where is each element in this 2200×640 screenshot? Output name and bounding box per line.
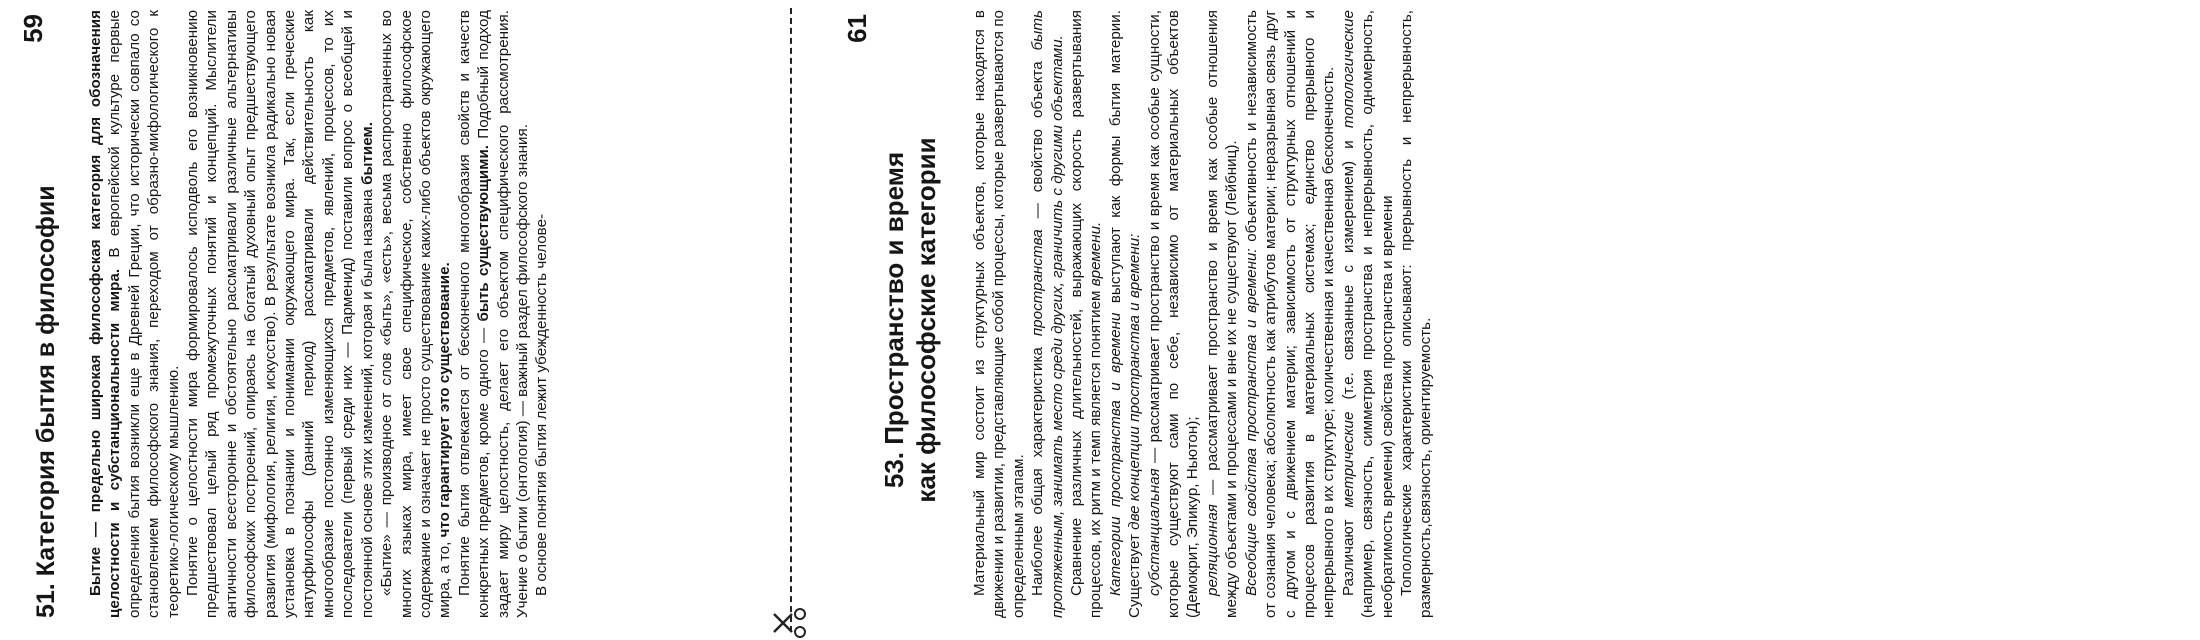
- definition-bold: Бытие — предельно широкая философская категория для обозначения целостности и субстанциональности мира.: [87, 10, 124, 618]
- paragraph: В основе понятия бытия лежит убежденность челове-: [533, 213, 551, 596]
- paragraph: Бытие — предельно широкая философская категория для обозначения целостности и субстанциональности мира. В европейской культуре первые определения бытия возникли еще в Древней Греции, что исторически совпало со становлением философского знания, переходом от образно-мифологического к теоретико-логическому мышлению.: [87, 10, 182, 618]
- page-59: [0, 0, 760, 640]
- page-61: [820, 0, 2200, 640]
- paragraph: Понятие бытия отвлекается от бесконечного многообразия свойств и качеств конкретных предметов, кроме одного — быть существующими. Подобный подход задает миру целостность, делает его объектом специфического рассмотрения. Учение о бытии (онтология) — важный раздел философского знания.: [455, 10, 531, 618]
- paragraph: Различают метрические (т.е. связанные с измерением) и топологические (например, связность, симметрия пространства и непрерывность, одномерность, необратимость времени) свойства пространства и времени: [1339, 10, 1396, 618]
- paragraph: Наиболее общая характеристика пространства — свойство объекта быть протяженным, занимать место среди других, граничить с другими объектами.: [1029, 10, 1066, 618]
- paragraph: Топологические характеристики описывают: прерывность и непрерывность, размерность,связность, ориентируемость.: [1397, 10, 1435, 618]
- paragraph: Понятие о целостности мира формировалось исподволь его возникновению предшествовал целый ряд промежуточных понятий и концепций. Мыслители античности всесторонне и обстоятельно рассматривали различные альтернативы философских построений, опираясь на богатый духовный опыт предшествующего развития (мифология, религия, искусство). В результате возникла радикально новая установка в познании и понимании окружающего мира. Так, если греческие натурфилософы (ранний период) рассматривали действительность как многообразие постоянно изменяющихся предметов, явлений, процессов, то их последователи (первый среди них — Парменид) поставили вопрос о всеобщей и постоянной основе этих изменений, которая и была названа бытием.: [184, 10, 376, 618]
- section-body: [970, 10, 1436, 618]
- paragraph: Всеобщие свойства пространства и времени: объективность и независимость от сознания человека; абсолютность как атрибутов материи; неразрывная связь друг с другом и с движением материи; зависимость от структурных отношений и процессов развития в материальных системах; единство прерывного и непрерывного в их структуре; количественная и качественная бесконечность.: [1242, 10, 1338, 618]
- page-number: 61: [842, 14, 872, 43]
- paragraph: Категории пространства и времени выступают как формы бытия материи. Существует две концепции пространства и времени:: [1106, 10, 1144, 618]
- paragraph: Сравнение различных длительностей, выражающих скорость развертывания процессов, их ритм и темп является понятием времени.: [1068, 10, 1105, 618]
- paragraph: субстанциальная — рассматривает пространство и время как особые сущности, которые существуют сами по себе, независимо от материальных объектов (Демокрит, Эпикур, Ньютон);: [1145, 10, 1202, 618]
- cut-line: [790, 8, 792, 632]
- paragraph: реляционная — рассматривает пространство и время как особые отношения между объектами и процессами и вне их не существуют (Лейбниц).: [1203, 10, 1241, 618]
- section-title: 53. Пространство и время как философские категории: [879, 137, 941, 503]
- page-number: 59: [18, 14, 48, 43]
- section-body: [86, 10, 552, 618]
- section-title: 51. Категория бытия в философии: [32, 185, 60, 618]
- paragraph: Материальный мир состоит из структурных объектов, которые находятся в движении и развитии, представляющие собой процессы, которые развертываются по определенным этапам.: [971, 10, 1027, 618]
- paragraph: «Бытие» — производное от слов «быть», «есть», весьма распространенных во многих языках мира, имеет свое специфическое, собственно философское содержание и означает не просто существование каких-либо объектов окружающего мира, а то, что гарантирует это существование.: [378, 10, 454, 618]
